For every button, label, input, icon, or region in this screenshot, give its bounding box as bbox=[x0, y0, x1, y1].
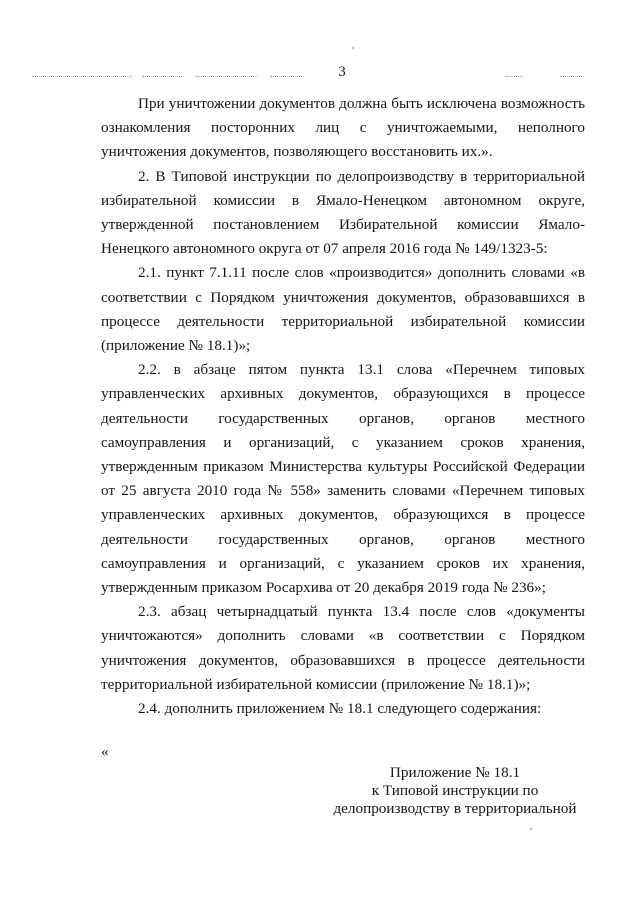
annex-title: Приложение № 18.1 bbox=[389, 764, 521, 781]
page-number: 3 bbox=[338, 64, 346, 80]
scan-artifact bbox=[270, 76, 304, 77]
scan-artifact bbox=[142, 76, 182, 77]
paragraph-item-2-4: 2.4. дополнить приложением № 18.1 следующего содержания: bbox=[138, 700, 542, 718]
paragraph-item-2-1: 2.1. пункт 7.1.11 после слов «производится» дополнить словами «в соответствии с Порядком уничтожения документов, образовавшихся в процессе деятельности территориальной избирательной комиссии (приложение № 18.1)»; bbox=[101, 264, 585, 355]
paragraph-destruction-note: При уничтожении документов должна быть исключена возможность ознакомления посторонних лиц с уничтожаемыми, неполного уничтожения документов, позволяющего восстановить их.». bbox=[101, 95, 585, 161]
scan-speck bbox=[352, 47, 354, 49]
annex-heading bbox=[320, 764, 590, 818]
paragraph-item-2-2: 2.2. в абзаце пятом пункта 13.1 слова «Перечнем типовых управленческих архивных документов, образующихся в процессе деятельности государственных органов, органов местного самоуправления и организаций, с указанием сроков хранения, утвержденным приказом Министерства культуры Российской Федерации от 25 августа 2010 года № 558» заменить словами «Перечнем типовых управленческих архивных документов, образующихся в процессе деятельности государственных органов, органов местного самоуправления и организаций, с указанием сроков их хранения, утвержденным приказом Росархива от 20 декабря 2019 года № 236»; bbox=[101, 361, 585, 597]
scan-artifact bbox=[196, 76, 258, 77]
opening-quote: « bbox=[101, 743, 109, 760]
scan-artifact bbox=[505, 76, 523, 77]
document-body bbox=[101, 92, 585, 721]
scan-artifact bbox=[560, 76, 584, 77]
annex-subtitle-line: делопроизводству в территориальной bbox=[333, 800, 577, 817]
paragraph-item-2-3: 2.3. абзац четырнадцатый пункта 13.4 после слов «документы уничтожаются» дополнить словами «в соответствии с Порядком уничтожения документов, образовавшихся в процессе деятельности территориальной избирательной комиссии (приложение № 18.1)»; bbox=[101, 603, 585, 693]
scan-artifact bbox=[32, 76, 132, 77]
annex-subtitle-line: к Типовой инструкции по bbox=[371, 782, 539, 799]
scan-speck bbox=[530, 828, 532, 830]
paragraph-item-2: 2. В Типовой инструкции по делопроизводству в территориальной избирательной комиссии в Ямало-Ненецком автономном округе, утвержденной постановлением Избирательной комиссии Ямало-Ненецкого автономного округа от 07 апреля 2016 года № 149/1323-5: bbox=[101, 167, 585, 258]
